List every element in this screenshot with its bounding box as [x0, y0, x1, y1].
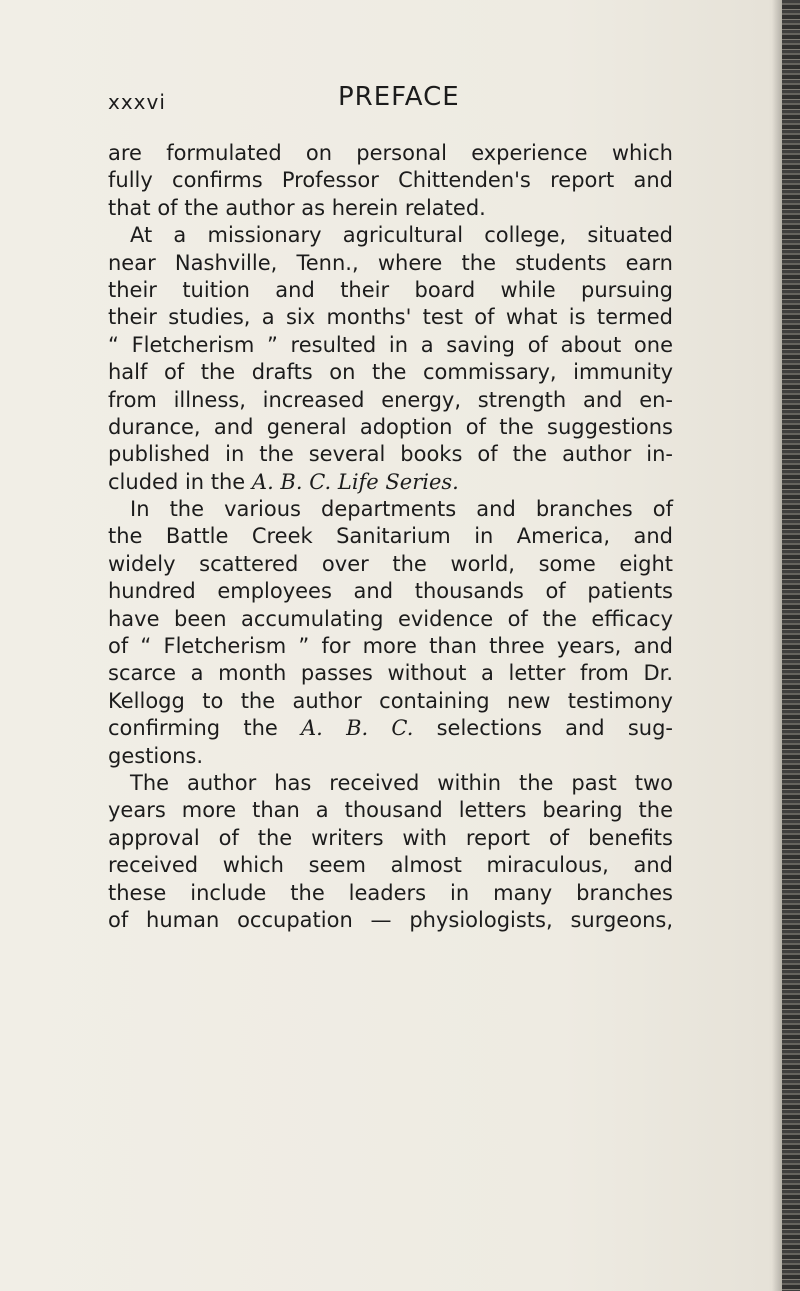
text-run: confirming the — [108, 716, 302, 741]
text-line: “ Fletcherism ” resulted in a saving of about one — [108, 332, 673, 357]
text-line: their studies, a six months' test of what is termed — [108, 305, 673, 330]
text-line: approval of the writers with report of benefits — [108, 825, 673, 850]
text-line: scarce a month passes without a letter from Dr. — [108, 661, 673, 686]
text-line: the Battle Creek Sanitarium in America, and — [108, 524, 673, 549]
text-line: The author has received within the past two — [130, 770, 673, 795]
text-line: have been accumulating evidence of the efficacy — [108, 606, 673, 631]
text-line: years more than a thousand letters bearing the — [108, 798, 673, 823]
text-line: received which seem almost miraculous, and — [108, 853, 673, 878]
text-run: selections and sug- — [413, 716, 673, 741]
text-line — [108, 715, 673, 742]
text-line: durance, and general adoption of the suggestions — [108, 414, 673, 439]
text-line: In the various departments and branches of — [130, 497, 673, 522]
text-line: of human occupation — physiologists, surgeons, — [108, 907, 673, 932]
text-line — [108, 469, 673, 496]
text-line: Kellogg to the author containing new testimony — [108, 688, 673, 713]
series-title: A. B. C. — [301, 716, 414, 741]
text-line: widely scattered over the world, some eight — [108, 551, 673, 576]
text-line: from illness, increased energy, strength and en- — [108, 387, 673, 412]
text-line: gestions. — [108, 743, 204, 768]
running-head — [108, 82, 678, 116]
text-line: At a missionary agricultural college, situated — [130, 223, 673, 248]
page-number: xxxvi — [108, 90, 166, 114]
text-run: cluded in the — [108, 469, 252, 494]
text-line: of “ Fletcherism ” for more than three years, and — [108, 634, 673, 659]
text-line: these include the leaders in many branches — [108, 880, 673, 905]
body-text — [108, 140, 673, 934]
text-line: near Nashville, Tenn., where the students earn — [108, 250, 673, 275]
series-title: A. B. C. Life Series. — [251, 469, 459, 494]
text-line: that of the author as herein related. — [108, 195, 486, 220]
text-line: half of the drafts on the commissary, immunity — [108, 360, 673, 385]
page-gutter-shadow — [772, 0, 782, 1291]
page-title: PREFACE — [338, 82, 460, 112]
text-line: hundred employees and thousands of patients — [108, 579, 673, 604]
text-line: fully confirms Professor Chittenden's report and — [108, 168, 673, 193]
text-line: their tuition and their board while pursuing — [108, 277, 673, 302]
text-line: are formulated on personal experience which — [108, 141, 673, 165]
text-line: published in the several books of the author in- — [108, 442, 673, 467]
page-edge — [782, 0, 800, 1291]
